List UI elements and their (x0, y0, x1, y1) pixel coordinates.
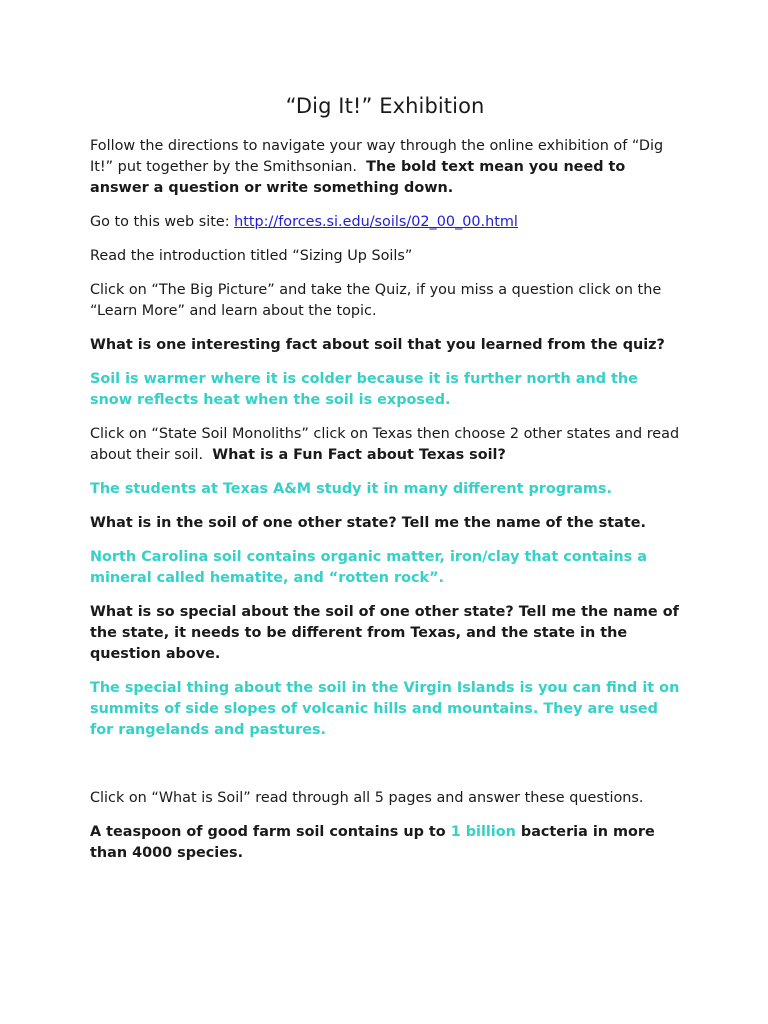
big-picture-instruction: Click on “The Big Picture” and take the Quiz, if you miss a question click on the “Learn More” and learn about the topic. (90, 282, 662, 319)
question-1: What is one interesting fact about soil that you learned from the quiz? (90, 337, 665, 353)
website-link[interactable]: http://forces.si.edu/soils/02_00_00.html (234, 214, 518, 230)
intro-bold-instruction: The bold text mean you need to answer a question or write something down. (90, 159, 626, 196)
intro-text: Follow the directions to navigate your way through the online exhibition of “Dig It!” put together by the Smithsonian. (90, 138, 664, 175)
teaspoon-text-after: bacteria in more than 4000 species. (90, 824, 655, 861)
monoliths-instruction: Click on “State Soil Monoliths” click on Texas then choose 2 other states and read about their soil. (90, 426, 680, 463)
answer-1: Soil is warmer where it is colder because it is further north and the snow reflects heat when the soil is exposed. (90, 371, 638, 408)
monoliths-paragraph (90, 424, 680, 466)
teaspoon-answer: 1 billion (450, 824, 516, 840)
teaspoon-text-before: A teaspoon of good farm soil contains up to (90, 824, 446, 840)
intro-paragraph (90, 136, 680, 199)
question-4: What is so special about the soil of one other state? Tell me the name of the state, it needs to be different from Texas, and the state in the question above. (90, 604, 679, 662)
question-3: What is in the soil of one other state? Tell me the name of the state. (90, 515, 646, 531)
answer-2: The students at Texas A&M study it in many different programs. (90, 481, 612, 497)
answer-3: North Carolina soil contains organic matter, iron/clay that contains a mineral called hematite, and “rotten rock”. (90, 549, 647, 586)
question-2: What is a Fun Fact about Texas soil? (212, 447, 506, 463)
website-paragraph (90, 212, 680, 233)
what-is-soil-instruction: Click on “What is Soil” read through all 5 pages and answer these questions. (90, 790, 644, 806)
read-intro-instruction: Read the introduction titled “Sizing Up Soils” (90, 248, 413, 264)
answer-4: The special thing about the soil in the Virgin Islands is you can find it on summits of side slopes of volcanic hills and mountains. They are used for rangelands and pastures. (90, 680, 680, 738)
website-label: Go to this web site: (90, 214, 230, 230)
teaspoon-question (90, 822, 680, 864)
page-title: “Dig It!” Exhibition (285, 94, 485, 118)
